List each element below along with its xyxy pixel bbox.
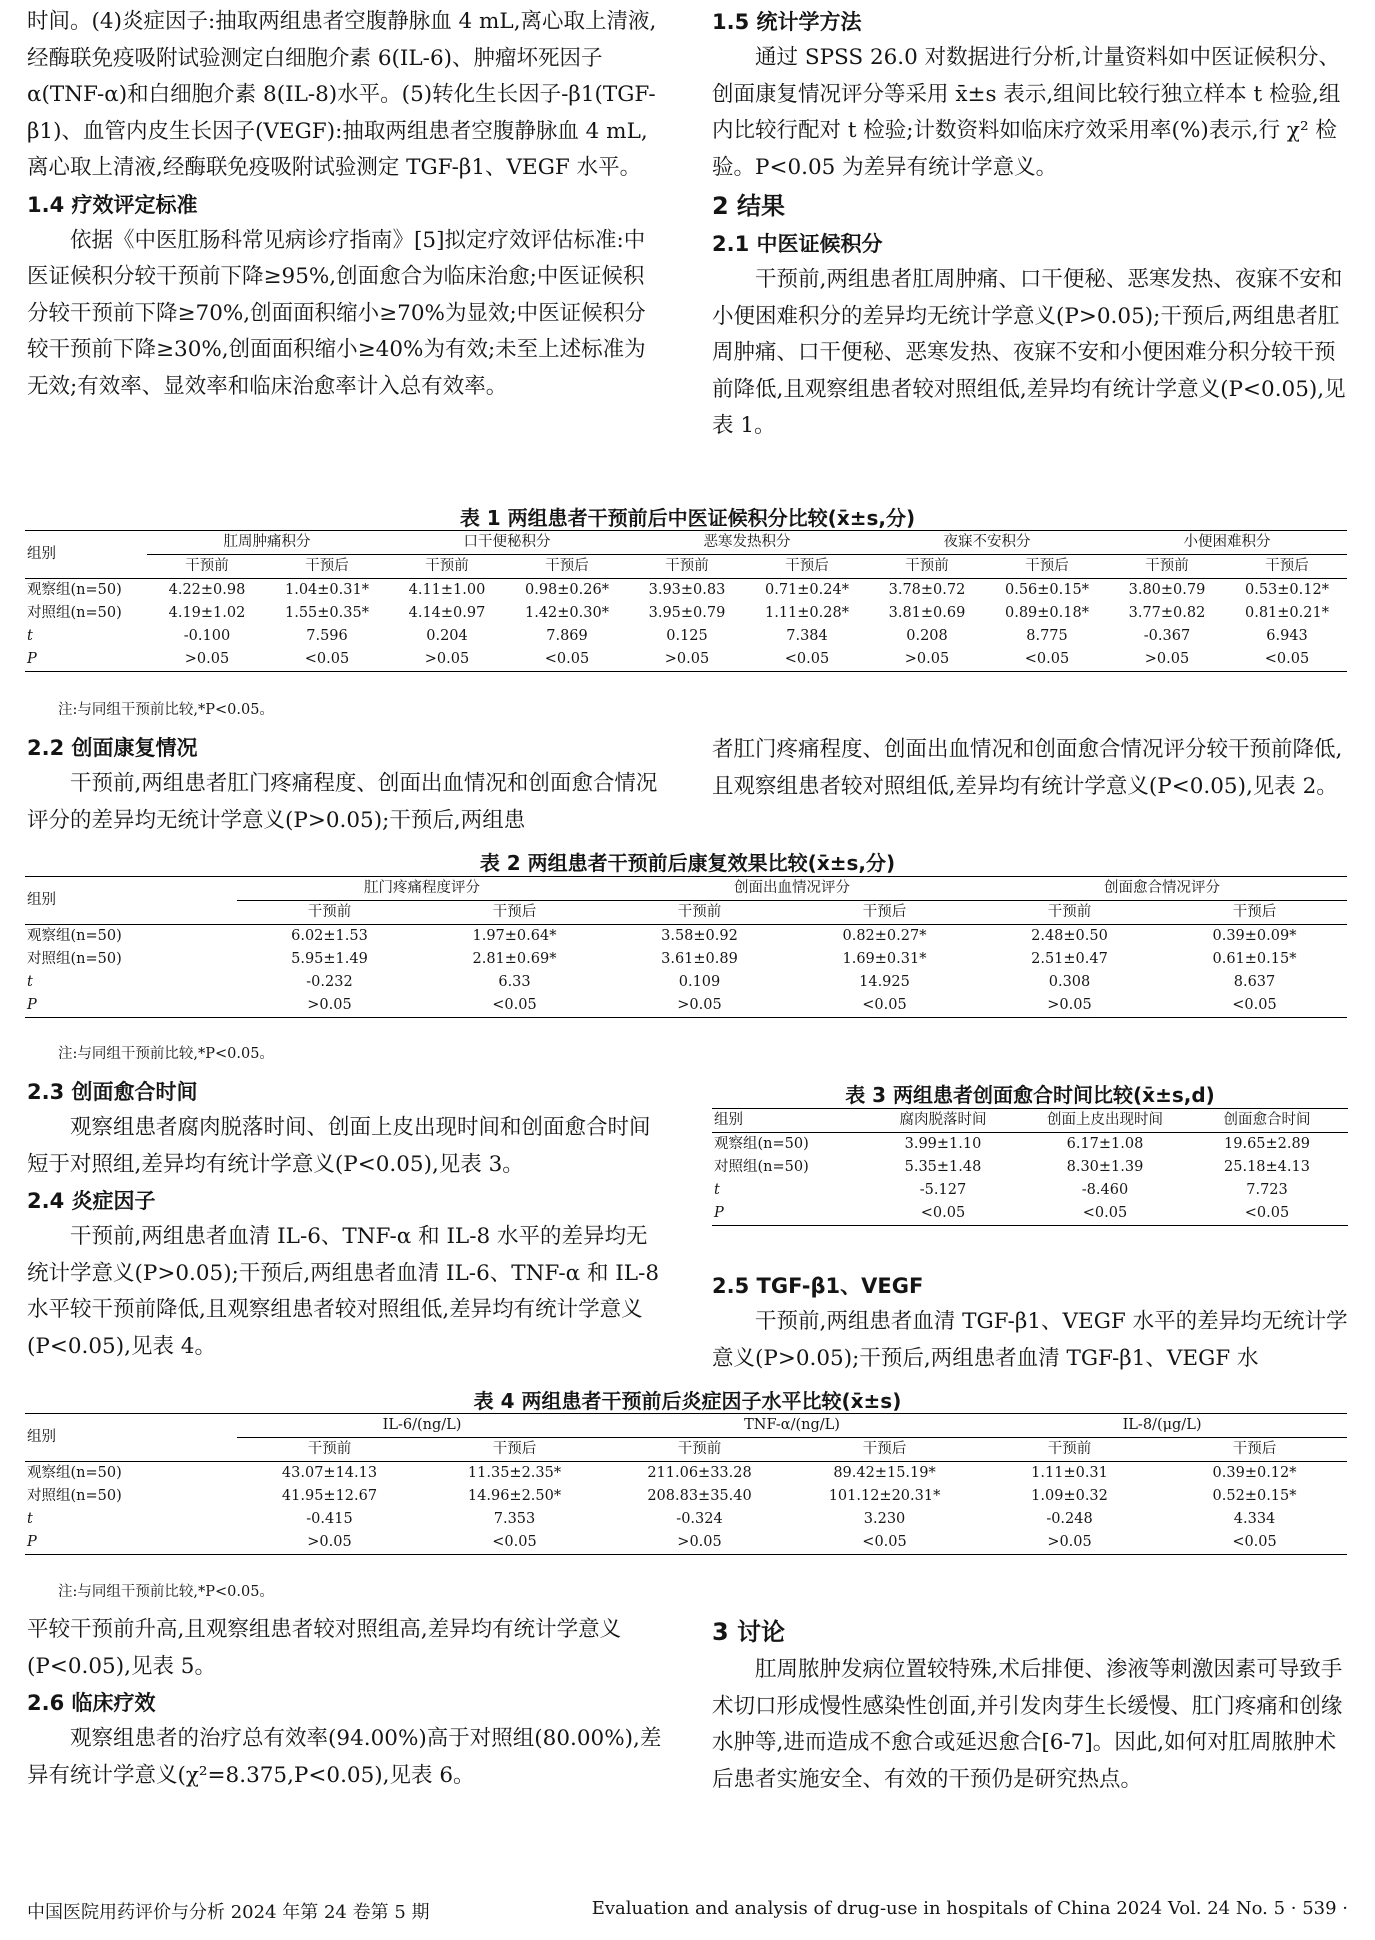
cell: t	[27, 974, 33, 990]
cell: <0.05	[1162, 994, 1347, 1018]
right-column-top	[712, 4, 1348, 445]
cell: -8.460	[1081, 1182, 1129, 1198]
group-title: IL-8/(μg/L)	[977, 1414, 1347, 1438]
cell: 8.775	[1026, 628, 1068, 644]
cell: 11.35±2.35*	[467, 1465, 562, 1481]
paragraph: 肛周脓肿发病位置较特殊,术后排便、渗液等刺激因素可导致手术切口形成慢性感染性创面,并引发肉芽生长缓慢、肛门疼痛和创缘水肿等,进而造成不愈合或延迟愈合[6-7]。因此,如何对肛周脓肿术后患者实施安全、有效的干预仍是研究热点。	[712, 1657, 1343, 1792]
table-row	[712, 1133, 1348, 1157]
cell: t	[27, 1511, 33, 1527]
cell: 3.95±0.79	[648, 605, 726, 621]
column-header: 腐肉脱落时间	[862, 1109, 1024, 1133]
table1-note: 注:与同组干预前比较,*P<0.05。	[58, 702, 274, 718]
table-row	[712, 1156, 1348, 1179]
cell: 2.51±0.47	[1031, 951, 1108, 967]
paragraph: 时间。(4)炎症因子:抽取两组患者空腹静脉血 4 mL,离心取上清液,经酶联免疫吸附试验测定白细胞介素 6(IL-6)、肿瘤坏死因子 α(TNF-α)和白细胞介素 8(IL-8)水平。(5)转化生长因子-β1(TGF-β1)、血管内皮生长因子(VEGF):抽取两组患者空腹静脉血 4 mL,离心取上清液,经酶联免疫吸附试验测定 TGF-β1、VEGF 水平。	[27, 9, 657, 180]
cell: 0.56±0.15*	[1005, 582, 1089, 598]
cell: 4.11±1.00	[408, 582, 486, 598]
cell: 0.82±0.27*	[842, 928, 927, 944]
cell: 对照组(n=50)	[27, 951, 122, 967]
cell: 0.39±0.09*	[1212, 928, 1297, 944]
sub-header: 干预前	[237, 901, 422, 925]
paragraph: 观察组患者腐肉脱落时间、创面上皮出现时间和创面愈合时间短于对照组,差异均有统计学意义(P<0.05),见表 3。	[27, 1115, 651, 1177]
cell: 3.99±1.10	[904, 1136, 982, 1152]
cell: 2.81±0.69*	[472, 951, 557, 967]
column-header: 组别	[712, 1109, 862, 1133]
cell: <0.05	[987, 648, 1107, 672]
group-title: 口干便秘积分	[387, 531, 627, 555]
sub-header: 干预前	[627, 555, 747, 579]
cell: 5.95±1.49	[291, 951, 368, 967]
cell: <0.05	[422, 994, 607, 1018]
section-heading-1-4: 1.4 疗效评定标准	[27, 192, 198, 217]
cell: 4.19±1.02	[168, 605, 246, 621]
cell: 101.12±20.31*	[828, 1488, 941, 1504]
cell: -0.324	[676, 1511, 723, 1527]
sub-header: 干预前	[147, 555, 267, 579]
cell: 6.943	[1266, 628, 1308, 644]
table-row	[25, 1485, 1347, 1508]
cell: 14.96±2.50*	[467, 1488, 562, 1504]
section-heading-3: 3 讨论	[712, 1618, 786, 1646]
table-row	[712, 1202, 1348, 1226]
cell: 6.33	[498, 974, 531, 990]
cell: 0.308	[1048, 974, 1091, 990]
cell: 观察组(n=50)	[714, 1136, 809, 1152]
cell: 0.98±0.26*	[525, 582, 609, 598]
cell: 对照组(n=50)	[27, 605, 122, 621]
sub-header: 干预后	[987, 555, 1107, 579]
cell: 208.83±35.40	[647, 1488, 752, 1504]
section-heading-2-1: 2.1 中医证候积分	[712, 232, 883, 256]
table-row	[25, 602, 1347, 625]
cell: 观察组(n=50)	[27, 928, 122, 944]
cell: P	[25, 648, 147, 672]
paragraph: 干预前,两组患者肛门疼痛程度、创面出血情况和创面愈合情况评分的差异均无统计学意义(P>0.05);干预后,两组患	[27, 771, 658, 833]
group-title: 创面出血情况评分	[607, 877, 977, 901]
cell: 3.77±0.82	[1128, 605, 1206, 621]
cell: >0.05	[977, 1531, 1162, 1555]
table1-caption: 表 1 两组患者干预前后中医证候积分比较(x̄±s,分)	[459, 506, 916, 530]
left-column-2-3	[27, 1074, 663, 1365]
group-header: 组别	[25, 531, 147, 579]
sub-header: 干预后	[1162, 901, 1347, 925]
cell: 14.925	[859, 974, 910, 990]
column-header: 创面愈合时间	[1186, 1109, 1348, 1133]
cell: 1.97±0.64*	[472, 928, 557, 944]
sub-header: 干预后	[747, 555, 867, 579]
right-column-2-5	[712, 1268, 1348, 1377]
left-column-2-2	[27, 730, 663, 839]
cell: 3.61±0.89	[661, 951, 738, 967]
cell: >0.05	[607, 994, 792, 1018]
group-title: IL-6/(ng/L)	[237, 1414, 607, 1438]
cell: 43.07±14.13	[281, 1465, 378, 1481]
cell: 3.93±0.83	[648, 582, 726, 598]
section-heading-2-5: 2.5 TGF-β1、VEGF	[712, 1274, 924, 1298]
section-heading-2: 2 结果	[712, 192, 786, 220]
cell: 0.109	[678, 974, 721, 990]
paragraph: 干预前,两组患者血清 TGF-β1、VEGF 水平的差异均无统计学意义(P>0.05);干预后,两组患者血清 TGF-β1、VEGF 水	[712, 1309, 1348, 1371]
cell: 0.81±0.21*	[1245, 605, 1329, 621]
cell: 0.89±0.18*	[1005, 605, 1089, 621]
cell: 8.30±1.39	[1066, 1159, 1144, 1175]
cell: <0.05	[1162, 1531, 1347, 1555]
cell: 41.95±12.67	[281, 1488, 378, 1504]
sub-header: 干预后	[507, 555, 627, 579]
table-row	[25, 948, 1347, 971]
paragraph: 干预前,两组患者肛周肿痛、口干便秘、恶寒发热、夜寐不安和小便困难积分的差异均无统计学意义(P>0.05);干预后,两组患者肛周肿痛、口干便秘、恶寒发热、夜寐不安和小便困难分积分较干预前降低,且观察组患者较对照组低,差异均有统计学意义(P<0.05),见表 1。	[712, 267, 1346, 438]
column-header: 创面上皮出现时间	[1024, 1109, 1186, 1133]
sub-header: 干预前	[977, 901, 1162, 925]
table4-caption: 表 4 两组患者干预前后炎症因子水平比较(x̄±s)	[473, 1389, 902, 1413]
cell: -0.100	[183, 628, 231, 644]
group-header: 组别	[25, 1414, 237, 1462]
table-row	[25, 1531, 1347, 1555]
cell: >0.05	[237, 994, 422, 1018]
cell: 0.208	[906, 628, 948, 644]
cell: 0.71±0.24*	[765, 582, 849, 598]
cell: >0.05	[237, 1531, 422, 1555]
cell: 观察组(n=50)	[27, 1465, 122, 1481]
cell: -5.127	[919, 1182, 967, 1198]
table-row	[712, 1179, 1348, 1202]
sub-header: 干预后	[267, 555, 387, 579]
cell: >0.05	[867, 648, 987, 672]
cell: <0.05	[862, 1202, 1024, 1226]
cell: 0.61±0.15*	[1212, 951, 1297, 967]
cell: 3.78±0.72	[888, 582, 966, 598]
sub-header: 干预前	[237, 1438, 422, 1462]
group-title: 夜寐不安积分	[867, 531, 1107, 555]
cell: 4.22±0.98	[168, 582, 246, 598]
cell: 1.11±0.28*	[765, 605, 849, 621]
cell: <0.05	[1227, 648, 1347, 672]
cell: 7.869	[546, 628, 588, 644]
cell: <0.05	[267, 648, 387, 672]
table-row	[25, 971, 1347, 994]
table-row	[25, 994, 1347, 1018]
table2-note: 注:与同组干预前比较,*P<0.05。	[58, 1046, 274, 1062]
cell: <0.05	[507, 648, 627, 672]
group-title: 肛周肿痛积分	[147, 531, 387, 555]
sub-header: 干预前	[867, 555, 987, 579]
cell: 0.125	[666, 628, 708, 644]
cell: >0.05	[1107, 648, 1227, 672]
cell: <0.05	[792, 994, 977, 1018]
sub-header: 干预后	[1227, 555, 1347, 579]
paragraph: 者肛门疼痛程度、创面出血情况和创面愈合情况评分较干预前降低,且观察组患者较对照组低,差异均有统计学意义(P<0.05),见表 2。	[712, 737, 1343, 799]
cell: 5.35±1.48	[904, 1159, 982, 1175]
group-title: TNF-α/(ng/L)	[607, 1414, 977, 1438]
cell: 3.81±0.69	[888, 605, 966, 621]
section-heading-2-6: 2.6 临床疗效	[27, 1691, 156, 1715]
table2	[25, 876, 1347, 1018]
cell: 3.230	[863, 1511, 906, 1527]
cell: t	[714, 1182, 720, 1198]
table-row	[25, 1508, 1347, 1531]
cell: 7.353	[493, 1511, 536, 1527]
table2-caption: 表 2 两组患者干预前后康复效果比较(x̄±s,分)	[479, 851, 896, 875]
left-column-bottom	[27, 1612, 663, 1794]
table-row	[25, 625, 1347, 648]
right-column-bottom	[712, 1612, 1348, 1798]
cell: 7.596	[306, 628, 348, 644]
cell: P	[712, 1202, 862, 1226]
sub-header: 干预后	[1162, 1438, 1347, 1462]
cell: 8.637	[1233, 974, 1276, 990]
group-title: 创面愈合情况评分	[977, 877, 1347, 901]
cell: P	[25, 1531, 237, 1555]
cell: 1.11±0.31	[1031, 1465, 1108, 1481]
section-heading-2-2: 2.2 创面康复情况	[27, 736, 198, 760]
cell: 19.65±2.89	[1224, 1136, 1310, 1152]
cell: <0.05	[747, 648, 867, 672]
section-heading-2-4: 2.4 炎症因子	[27, 1189, 156, 1213]
table4	[25, 1413, 1347, 1555]
cell: 89.42±15.19*	[833, 1465, 936, 1481]
cell: >0.05	[607, 1531, 792, 1555]
table4-note: 注:与同组干预前比较,*P<0.05。	[58, 1584, 274, 1600]
cell: -0.232	[306, 974, 353, 990]
cell: 3.80±0.79	[1128, 582, 1206, 598]
cell: 7.384	[786, 628, 828, 644]
cell: 4.334	[1233, 1511, 1276, 1527]
table-row	[25, 1462, 1347, 1486]
cell: <0.05	[1186, 1202, 1348, 1226]
cell: 6.17±1.08	[1066, 1136, 1144, 1152]
paragraph: 依据《中医肛肠科常见病诊疗指南》[5]拟定疗效评估标准:中医证候积分较干预前下降≥95%,创面愈合为临床治愈;中医证候积分较干预前下降≥70%,创面面积缩小≥70%为显效;中医证候积分较干预前下降≥30%,创面面积缩小≥40%为有效;未至上述标准为无效;有效率、显效率和临床治愈率计入总有效率。	[27, 227, 646, 399]
cell: 1.04±0.31*	[285, 582, 369, 598]
cell: 0.204	[426, 628, 468, 644]
table3-caption: 表 3 两组患者创面愈合时间比较(x̄±s,d)	[845, 1083, 1215, 1107]
sub-header: 干预后	[792, 901, 977, 925]
sub-header: 干预后	[792, 1438, 977, 1462]
footer-journal-en: Evaluation and analysis of drug-use in hospitals of China 2024 Vol. 24 No. 5 · 539 ·	[591, 1898, 1348, 1919]
sub-header: 干预后	[422, 901, 607, 925]
cell: 25.18±4.13	[1224, 1159, 1310, 1175]
cell: 0.39±0.12*	[1212, 1465, 1297, 1481]
paragraph: 平较干预前升高,且观察组患者较对照组高,差异均有统计学意义(P<0.05),见表 5。	[27, 1617, 622, 1679]
cell: <0.05	[422, 1531, 607, 1555]
cell: 7.723	[1246, 1182, 1288, 1198]
sub-header: 干预前	[607, 1438, 792, 1462]
cell: 0.52±0.15*	[1212, 1488, 1297, 1504]
cell: >0.05	[977, 994, 1162, 1018]
cell: <0.05	[1024, 1202, 1186, 1226]
right-column-2-2	[712, 732, 1348, 805]
cell: >0.05	[387, 648, 507, 672]
sub-header: 干预前	[1107, 555, 1227, 579]
group-title: 小便困难积分	[1107, 531, 1347, 555]
paragraph: 观察组患者的治疗总有效率(94.00%)高于对照组(80.00%),差异有统计学意义(χ²=8.375,P<0.05),见表 6。	[27, 1726, 662, 1788]
sub-header: 干预后	[422, 1438, 607, 1462]
cell: 1.69±0.31*	[842, 951, 927, 967]
cell: t	[27, 628, 33, 644]
footer-journal-cn: 中国医院用药评价与分析 2024 年第 24 卷第 5 期	[27, 1902, 430, 1923]
group-title: 恶寒发热积分	[627, 531, 867, 555]
section-heading-2-3: 2.3 创面愈合时间	[27, 1080, 198, 1104]
cell: >0.05	[147, 648, 267, 672]
cell: 6.02±1.53	[291, 928, 368, 944]
cell: 3.58±0.92	[661, 928, 738, 944]
sub-header: 干预前	[977, 1438, 1162, 1462]
group-title: 肛门疼痛程度评分	[237, 877, 607, 901]
cell: 1.55±0.35*	[285, 605, 369, 621]
cell: -0.248	[1046, 1511, 1093, 1527]
paragraph: 干预前,两组患者血清 IL-6、TNF-α 和 IL-8 水平的差异均无统计学意义(P>0.05);干预后,两组患者血清 IL-6、TNF-α 和 IL-8 水平较干预前降低,且观察组患者较对照组低,差异均有统计学意义(P<0.05),见表 4。	[27, 1224, 660, 1359]
cell: 0.53±0.12*	[1245, 582, 1329, 598]
cell: 211.06±33.28	[647, 1465, 752, 1481]
cell: 对照组(n=50)	[714, 1159, 809, 1175]
cell: <0.05	[792, 1531, 977, 1555]
left-column-top	[27, 4, 663, 405]
table3	[712, 1108, 1348, 1226]
table-row	[25, 648, 1347, 672]
paragraph: 通过 SPSS 26.0 对数据进行分析,计量资料如中医证候积分、创面康复情况评分等采用 x̄±s 表示,组间比较行独立样本 t 检验,组内比较行配对 t 检验;计数资料如临床疗效采用率(%)表示,行 χ² 检验。P<0.05 为差异有统计学意义。	[712, 45, 1341, 180]
cell: 对照组(n=50)	[27, 1488, 122, 1504]
group-header: 组别	[25, 877, 237, 925]
table1	[25, 530, 1347, 672]
sub-header: 干预前	[607, 901, 792, 925]
cell: 1.09±0.32	[1031, 1488, 1108, 1504]
table-row	[25, 925, 1347, 949]
section-heading-1-5: 1.5 统计学方法	[712, 10, 862, 34]
cell: 观察组(n=50)	[27, 582, 122, 598]
table-row	[25, 579, 1347, 603]
cell: P	[25, 994, 237, 1018]
sub-header: 干预前	[387, 555, 507, 579]
cell: 1.42±0.30*	[525, 605, 609, 621]
cell: -0.367	[1143, 628, 1191, 644]
cell: >0.05	[627, 648, 747, 672]
cell: -0.415	[306, 1511, 353, 1527]
cell: 2.48±0.50	[1031, 928, 1108, 944]
cell: 4.14±0.97	[408, 605, 486, 621]
